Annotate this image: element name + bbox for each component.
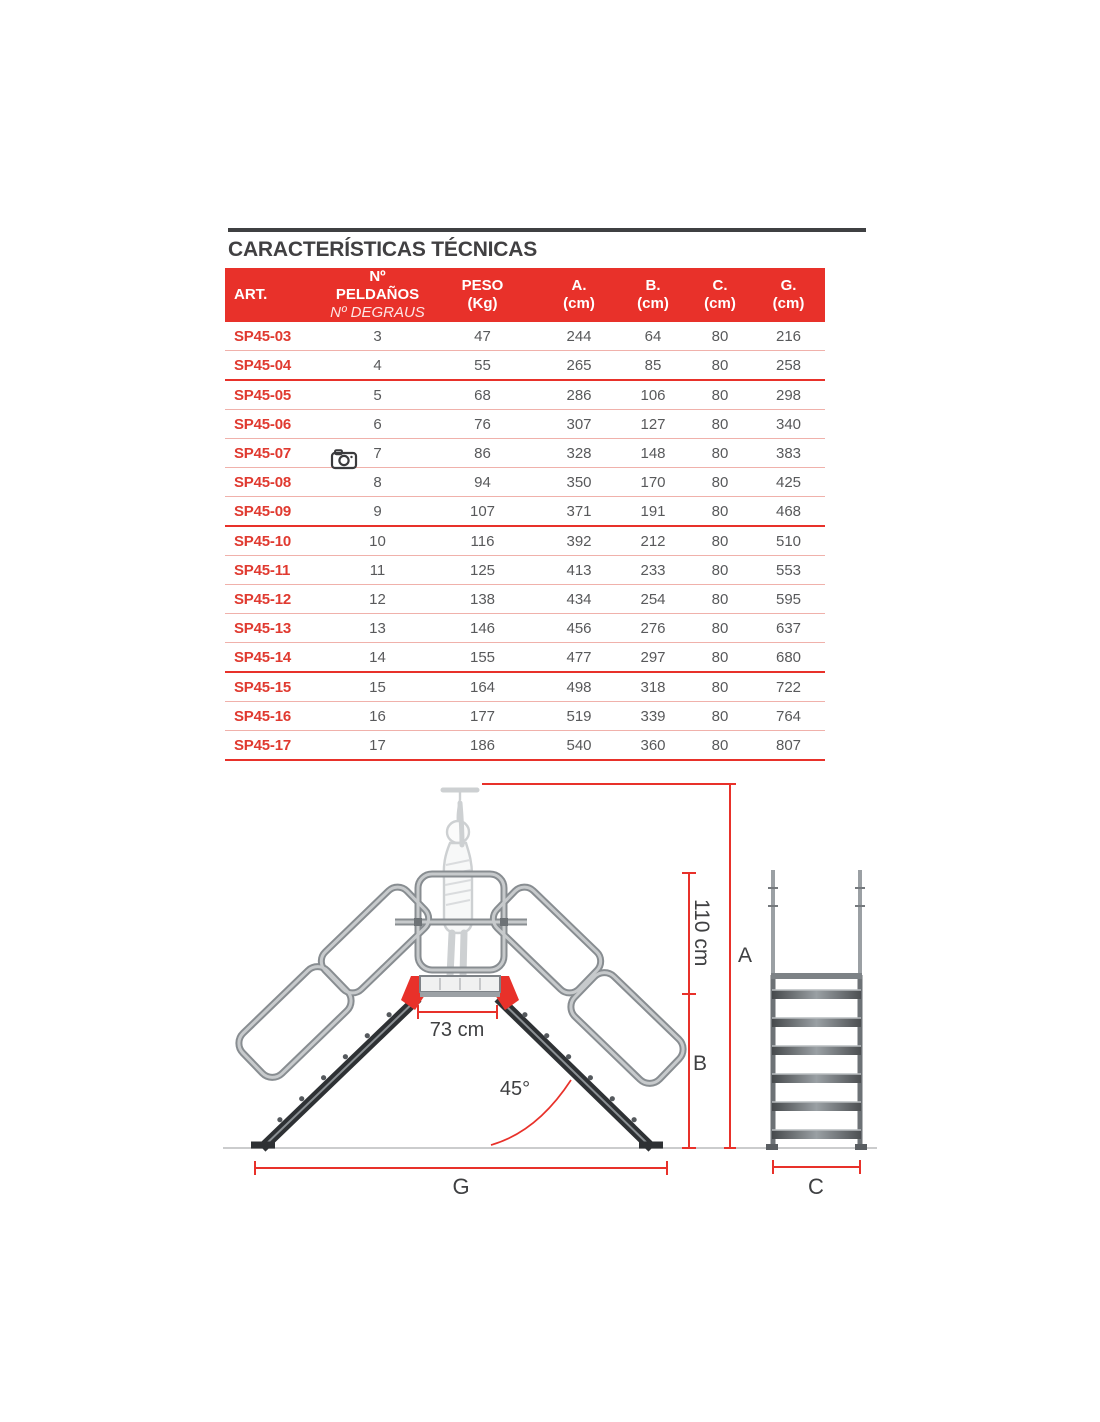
a-cell: 350	[566, 473, 592, 491]
steps-value: 8	[373, 473, 382, 491]
table-row	[225, 497, 825, 527]
art-cell	[225, 679, 330, 696]
b-cell: 106	[640, 386, 666, 404]
dim-b-label: B	[693, 1052, 708, 1075]
c-cell: 80	[711, 648, 729, 666]
art-code: SP45-08	[234, 473, 291, 491]
c-cell: 80	[711, 590, 729, 608]
peso-cell: 55	[474, 356, 491, 374]
a-cell: 328	[566, 444, 592, 462]
section-title: CARACTERÍSTICAS TÉCNICAS	[228, 238, 538, 261]
col-header-art: ART.	[234, 286, 268, 303]
art-code: SP45-05	[234, 386, 291, 404]
a-cell: 519	[566, 707, 592, 725]
b-cell: 360	[640, 736, 666, 754]
art-cell	[225, 562, 330, 579]
side-view-illustration	[766, 870, 867, 1150]
peso-cell: 86	[474, 444, 491, 462]
b-cell: 233	[640, 561, 666, 579]
b-cell: 191	[640, 502, 666, 520]
art-code: SP45-12	[234, 590, 291, 608]
g-cell: 553	[775, 561, 802, 579]
steps-cell	[330, 562, 425, 579]
steps-cell	[330, 591, 425, 608]
g-cell: 680	[775, 648, 802, 666]
peso-cell: 138	[469, 590, 496, 608]
c-cell: 80	[711, 707, 729, 725]
peso-cell: 186	[469, 736, 496, 754]
art-cell	[225, 357, 330, 374]
table-row	[225, 585, 825, 614]
col-header-c	[688, 277, 752, 313]
a-cell: 307	[566, 415, 592, 433]
col-header-c-label: C.	[712, 277, 728, 294]
steps-value: 6	[373, 415, 382, 433]
camera-icon[interactable]	[330, 448, 358, 470]
art-cell	[225, 708, 330, 725]
dim-c-label: C	[808, 1174, 824, 1199]
g-cell: 595	[775, 590, 802, 608]
steps-cell	[330, 445, 425, 462]
steps-value: 17	[369, 736, 386, 754]
steps-cell	[330, 708, 425, 725]
c-cell: 80	[711, 327, 729, 345]
b-cell: 148	[640, 444, 666, 462]
col-header-a	[540, 277, 618, 313]
g-cell: 637	[775, 619, 802, 637]
art-code: SP45-03	[234, 327, 291, 345]
steps-cell	[330, 737, 425, 754]
peso-cell: 164	[469, 678, 496, 696]
a-cell: 540	[566, 736, 592, 754]
art-cell	[225, 620, 330, 637]
a-cell: 498	[566, 678, 592, 696]
table-row	[225, 322, 825, 351]
a-cell: 392	[566, 532, 592, 550]
art-cell	[225, 416, 330, 433]
art-code: SP45-16	[234, 707, 291, 725]
art-code: SP45-15	[234, 678, 291, 696]
art-cell	[225, 737, 330, 754]
g-cell: 340	[775, 415, 802, 433]
g-cell: 510	[775, 532, 802, 550]
art-cell	[225, 474, 330, 491]
steps-cell	[330, 357, 425, 374]
top-rule	[228, 228, 866, 232]
steps-cell	[330, 679, 425, 696]
c-cell: 80	[711, 444, 729, 462]
col-header-g-label: G.	[780, 277, 797, 294]
front-view-illustration	[233, 790, 689, 1148]
b-cell: 170	[640, 473, 666, 491]
g-cell: 807	[775, 736, 802, 754]
g-cell: 383	[775, 444, 802, 462]
col-header-b-label: B.	[645, 277, 661, 294]
art-code: SP45-07	[234, 444, 291, 462]
side-view-steps	[772, 990, 861, 1139]
b-cell: 254	[640, 590, 666, 608]
a-cell: 244	[566, 327, 592, 345]
col-header-steps	[330, 268, 425, 322]
art-cell	[225, 533, 330, 550]
b-cell: 339	[640, 707, 666, 725]
g-cell: 258	[775, 356, 802, 374]
platform-width-label: 73 cm	[429, 1019, 485, 1041]
steps-cell	[330, 649, 425, 666]
art-code: SP45-11	[234, 561, 291, 579]
art-cell	[225, 649, 330, 666]
steps-value: 12	[369, 590, 386, 608]
steps-value: 13	[369, 619, 386, 637]
col-header-g	[752, 277, 825, 313]
table-row	[225, 643, 825, 673]
c-cell: 80	[711, 532, 729, 550]
steps-cell	[330, 620, 425, 637]
art-cell	[225, 445, 330, 462]
table-header-row	[225, 268, 825, 322]
dim-110-label: 110 cm	[690, 899, 713, 967]
steps-value: 3	[373, 327, 382, 345]
g-cell: 722	[775, 678, 802, 696]
peso-cell: 146	[469, 619, 496, 637]
peso-cell: 94	[474, 473, 491, 491]
b-cell: 85	[644, 356, 662, 374]
peso-cell: 155	[469, 648, 496, 666]
art-code: SP45-10	[234, 532, 291, 550]
c-cell: 80	[711, 356, 729, 374]
c-cell: 80	[711, 386, 729, 404]
c-cell: 80	[711, 736, 729, 754]
steps-value: 11	[369, 561, 386, 579]
art-cell	[225, 591, 330, 608]
peso-cell: 125	[469, 561, 496, 579]
b-cell: 318	[640, 678, 666, 696]
a-cell: 413	[566, 561, 592, 579]
a-cell: 371	[566, 502, 592, 520]
dimension-lines	[255, 784, 860, 1175]
table-row	[225, 556, 825, 585]
col-header-peso-label: PESO	[461, 277, 504, 294]
table-row	[225, 351, 825, 381]
b-cell: 212	[640, 532, 666, 550]
c-cell: 80	[711, 561, 729, 579]
steps-cell	[330, 474, 425, 491]
c-cell: 80	[711, 415, 729, 433]
table-row	[225, 468, 825, 497]
table-row	[225, 527, 825, 556]
steps-cell	[330, 533, 425, 550]
steps-value: 9	[373, 502, 382, 520]
spec-table	[225, 268, 825, 761]
c-cell: 80	[711, 502, 729, 520]
b-cell: 64	[644, 327, 662, 345]
dim-a-label: A	[738, 944, 753, 967]
col-header-steps-pt: Nº DEGRAUS	[330, 304, 425, 321]
peso-cell: 107	[469, 502, 496, 520]
b-cell: 276	[640, 619, 666, 637]
a-cell: 434	[566, 590, 592, 608]
art-code: SP45-14	[234, 648, 291, 666]
peso-cell: 177	[469, 707, 496, 725]
g-cell: 425	[775, 473, 802, 491]
art-cell	[225, 503, 330, 520]
steps-cell	[330, 416, 425, 433]
col-header-peso	[425, 277, 540, 313]
art-cell	[225, 328, 330, 345]
steps-cell	[330, 328, 425, 345]
table-row	[225, 702, 825, 731]
art-code: SP45-04	[234, 356, 291, 374]
dim-g-label: G	[452, 1174, 470, 1199]
table-row	[225, 410, 825, 439]
c-cell: 80	[711, 619, 729, 637]
table-row	[225, 439, 825, 468]
steps-value: 14	[369, 648, 386, 666]
table-row	[225, 381, 825, 410]
col-header-c-unit: (cm)	[704, 295, 736, 312]
steps-value: 7	[373, 444, 382, 462]
a-cell: 286	[566, 386, 592, 404]
steps-cell	[330, 503, 425, 520]
col-header-a-label: A.	[571, 277, 587, 294]
col-header-a-unit: (cm)	[563, 295, 595, 312]
table-body	[225, 322, 825, 761]
art-code: SP45-06	[234, 415, 291, 433]
art-cell	[225, 387, 330, 404]
peso-cell: 68	[474, 386, 491, 404]
col-header-steps-es: Nº PELDAÑOS	[335, 268, 420, 303]
table-row	[225, 673, 825, 702]
a-cell: 265	[566, 356, 592, 374]
steps-value: 5	[373, 386, 382, 404]
steps-cell	[330, 387, 425, 404]
g-cell: 298	[775, 386, 802, 404]
a-cell: 477	[566, 648, 592, 666]
art-code: SP45-09	[234, 502, 291, 520]
peso-cell: 76	[474, 415, 491, 433]
g-cell: 216	[775, 327, 802, 345]
col-header-b	[618, 277, 688, 313]
table-row	[225, 731, 825, 761]
col-header-g-unit: (cm)	[772, 295, 805, 312]
art-code: SP45-13	[234, 619, 291, 637]
table-row	[225, 614, 825, 643]
c-cell: 80	[711, 473, 729, 491]
person-figure	[443, 790, 477, 976]
steps-value: 10	[369, 532, 386, 550]
steps-value: 4	[373, 356, 382, 374]
steps-value: 16	[369, 707, 386, 725]
col-header-peso-unit: (Kg)	[467, 295, 498, 312]
c-cell: 80	[711, 678, 729, 696]
g-cell: 764	[775, 707, 802, 725]
technical-diagram	[215, 770, 885, 1215]
peso-cell: 47	[474, 327, 491, 345]
g-cell: 468	[775, 502, 802, 520]
steps-value: 15	[369, 678, 386, 696]
peso-cell: 116	[470, 532, 495, 550]
a-cell: 456	[566, 619, 592, 637]
angle-label: 45°	[499, 1078, 531, 1100]
art-code: SP45-17	[234, 736, 291, 754]
col-header-b-unit: (cm)	[637, 295, 669, 312]
b-cell: 297	[640, 648, 666, 666]
b-cell: 127	[640, 415, 666, 433]
